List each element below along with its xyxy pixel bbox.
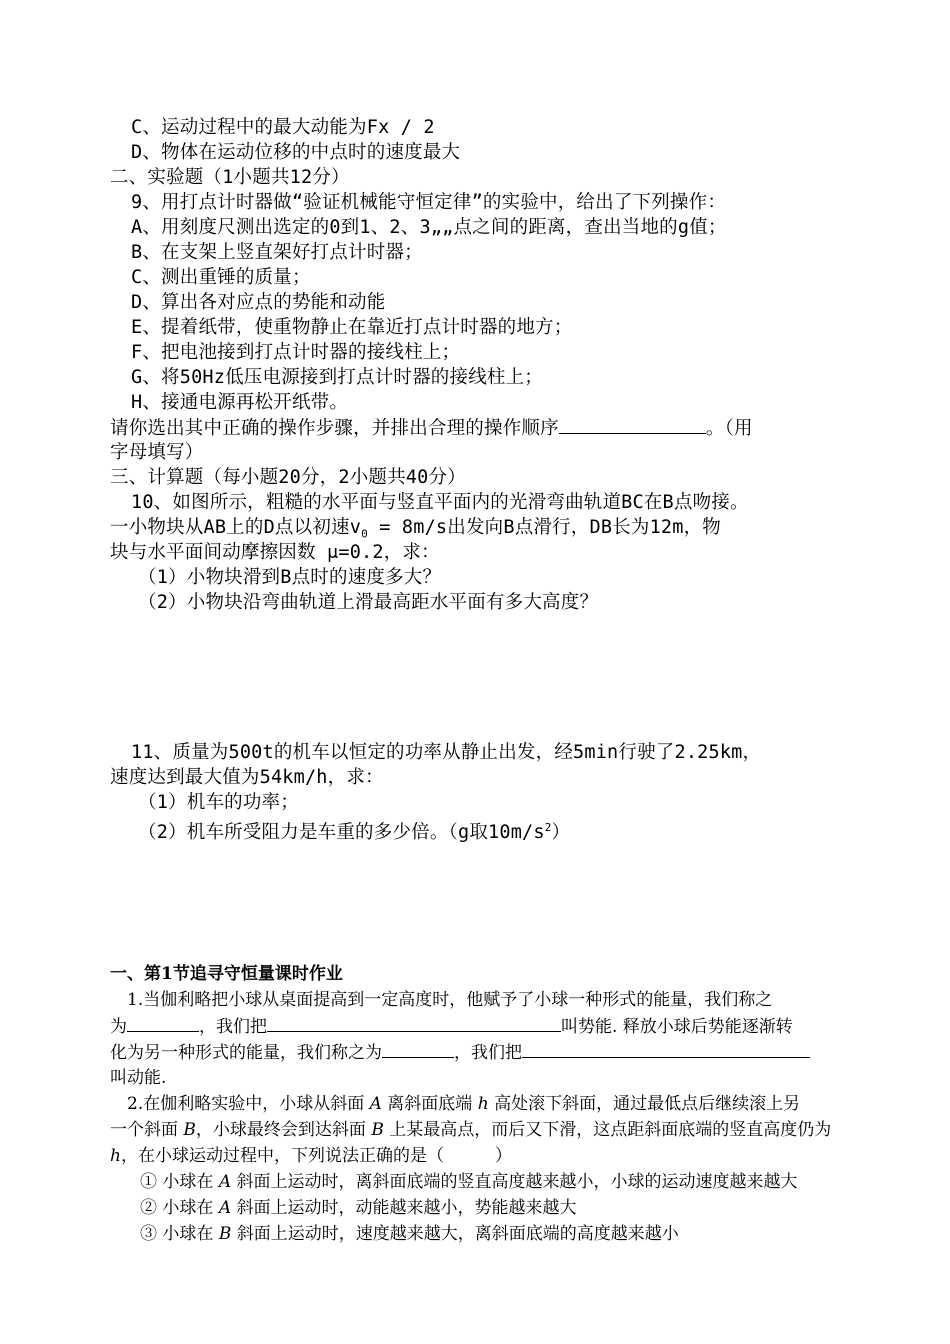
p2-q2-option-1[interactable] [140,1169,798,1195]
q10-line-2a: 一小物块从AB上的D点以初速v [110,517,362,538]
section-2-title: 二、实验题（1小题共12分） [110,167,350,188]
q9-ask [110,415,753,441]
p2-q1-l3b: ，我们把 [454,1043,522,1063]
p2-q1-l2a: 为 [110,1017,127,1037]
p2-q2-l1b: 离斜面底端 [381,1094,478,1114]
part2-title: 一、第1节追寻守恒量课时作业 [110,964,343,984]
q11-sub-1: （1）机车的功率； [138,792,299,813]
blank-potential-energy-def[interactable] [267,1013,561,1032]
p2-q2-height-h: h [477,1094,489,1114]
q10-sub-2: （2）小物块沿弯曲轨道上滑最高距水平面有多大高度？ [138,592,599,613]
p2-q2-height-h-2: h [110,1146,121,1166]
blank-potential-energy-name[interactable] [127,1013,199,1032]
q9-item-a: A、用刻度尺测出选定的0到1、2、3„„点之间的距离，查出当地的g值； [131,217,727,238]
q11-sub-2 [138,815,570,845]
q9-item-b: B、在支架上竖直架好打点计时器； [131,242,423,263]
opt3-a: ③ 小球在 [140,1224,219,1244]
p2-q2-l3b: ，在小球运动过程中，下列说法正确的是（ ） [120,1146,512,1166]
blank-kinetic-energy-def[interactable] [522,1039,810,1058]
p2-q2-l1a: 2.在伽利略实验中，小球从斜面 [127,1094,370,1114]
opt1-a: ① 小球在 [140,1172,219,1192]
q11-line-1: 11、质量为500t的机车以恒定的功率从静止出发，经5min行驶了2.25km， [131,742,762,763]
p2-q2-l1c: 高处滚下斜面，通过最低点后继续滚上另 [488,1094,801,1114]
q11-sub-2a: （2）机车所受阻力是车重的多少倍。（g取10m/s [138,822,545,844]
p2-q2-line-2 [110,1117,831,1143]
q10-line-1: 10、如图所示，粗糙的水平面与竖直平面内的光滑弯曲轨道BC在B点吻接。 [131,492,749,513]
section-3-title: 三、计算题（每小题20分，2小题共40分） [110,467,466,488]
opt3-slope: B [218,1224,232,1244]
p2-q1-line-3 [110,1039,810,1066]
q9-item-h: H、接通电源再松开纸带。 [131,392,349,413]
p2-q2-l2a: 一个斜面 [110,1120,184,1140]
opt2-b: 斜面上运动时，动能越来越小，势能越来越大 [231,1198,577,1218]
q9-ask-cont: 字母填写） [110,442,204,463]
q11-sub-2b: ） [551,822,571,844]
p2-q1-line-1: 1.当伽利略把小球从桌面提高到一定高度时，他赋予了小球一种形式的能量，我们称之 [127,990,773,1010]
p2-q2-option-2[interactable] [140,1195,577,1221]
q9-item-d: D、算出各对应点的势能和动能 [131,292,386,313]
p2-q2-option-3[interactable] [140,1221,679,1247]
q10-sub-1: （1）小物块滑到B点时的速度多大？ [138,567,442,588]
opt1-slope: A [218,1172,232,1192]
q9-answer-blank[interactable] [559,415,706,434]
p2-q2-l2b: ，小球最终会到达斜面 [195,1120,372,1140]
p2-q2-slope-b-2: B [371,1120,384,1140]
p2-q2-slope-a: A [369,1094,382,1114]
blank-kinetic-energy-name[interactable] [382,1039,454,1058]
q10-line-3: 块与水平面间动摩擦因数 μ=0.2，求： [110,542,440,563]
q10-subscript: 0 [361,527,368,541]
q11-line-2: 速度达到最大值为54km/h，求： [110,767,384,788]
opt1-b: 斜面上运动时，离斜面底端的竖直高度越来越小，小球的运动速度越来越大 [231,1172,798,1192]
p2-q2-slope-b: B [183,1120,196,1140]
q9-ask-text: 请你选出其中正确的操作步骤，并排出合理的操作顺序 [110,418,559,439]
p2-q2-l2c: 上某最高点，而后又下滑，这点距斜面底端的竖直高度仍为 [383,1120,832,1140]
q10-line-2b: = 8m/s出发向B点滑行，DB长为12m，物 [367,517,721,538]
opt3-b: 斜面上运动时，速度越来越大，离斜面底端的高度越来越小 [231,1224,679,1244]
q9-item-g: G、将50Hz低压电源接到打点计时器的接线柱上； [131,367,543,388]
q9-item-f: F、把电池接到打点计时器的接线柱上； [131,342,461,363]
opt2-slope: A [218,1198,232,1218]
p2-q1-line-2 [110,1013,793,1040]
p2-q2-line-3 [110,1143,512,1169]
q9-item-e: E、提着纸带，使重物静止在靠近打点计时器的地方； [131,317,573,338]
q9-item-c: C、测出重锤的质量； [131,267,311,288]
q9-ask-tail: 。（用 [705,418,753,439]
opt2-a: ② 小球在 [140,1198,219,1218]
p2-q1-l2c: 叫势能. 释放小球后势能逐渐转 [561,1017,793,1037]
p2-q1-l2b: ，我们把 [199,1017,267,1037]
p2-q1-line-4: 叫动能. [110,1068,167,1088]
p2-q1-l3a: 化为另一种形式的能量，我们称之为 [110,1043,382,1063]
q11-superscript: 2 [544,821,552,834]
q9-stem: 9、用打点计时器做“验证机械能守恒定律”的实验中，给出了下列操作： [131,192,727,213]
p2-q2-line-1 [127,1091,800,1117]
option-c: C、运动过程中的最大动能为Fx / 2 [131,117,435,138]
option-d: D、物体在运动位移的中点时的速度最大 [131,142,461,163]
